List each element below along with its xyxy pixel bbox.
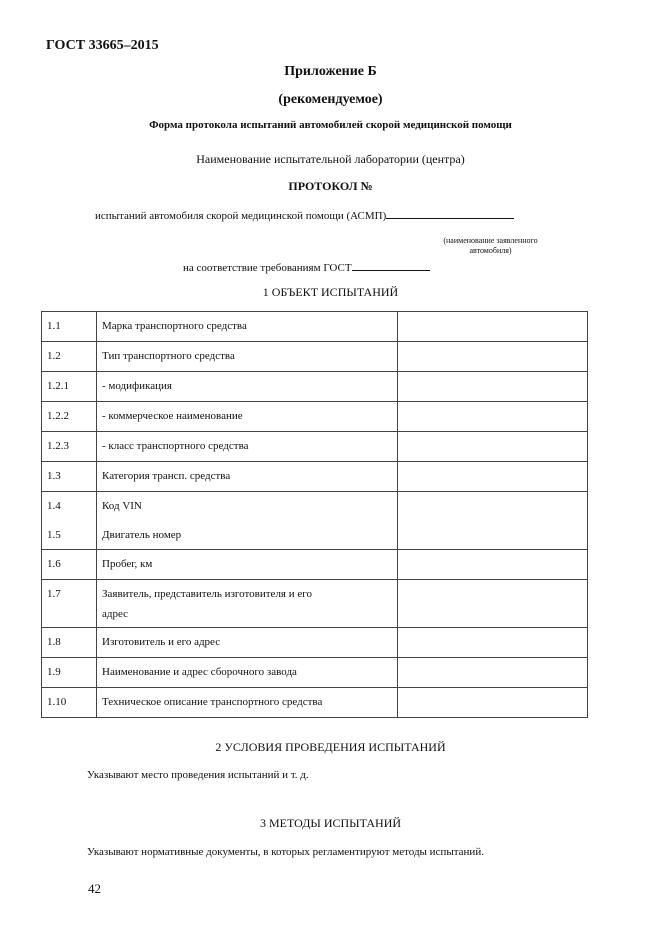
form-title: Форма протокола испытаний автомобилей скорой медицинской помощи (149, 119, 512, 131)
row-label-2: адрес (102, 608, 129, 620)
table-row (42, 492, 588, 550)
row-label: - класс транспортного средства (97, 432, 398, 462)
section3-text: Указывают нормативные документы, в которых регламентируют методы испытаний. (87, 846, 484, 858)
value-cell[interactable] (398, 688, 588, 718)
row-number: 1.8 (42, 628, 97, 658)
hint-line-1: (наименование заявленного (443, 236, 538, 245)
row-label: Наименование и адрес сборочного завода (97, 658, 398, 688)
row-label: - коммерческое наименование (97, 402, 398, 432)
row-number: 1.2.1 (42, 372, 97, 402)
protocol-subject-line (95, 207, 514, 222)
table-row (42, 462, 588, 492)
value-cell[interactable] (398, 658, 588, 688)
table-row (42, 580, 588, 628)
subject-hint (423, 236, 558, 256)
row-label: - модификация (97, 372, 398, 402)
row-label-2: Двигатель номер (102, 529, 182, 541)
value-cell[interactable] (398, 372, 588, 402)
row-number-1: 1.4 (47, 500, 61, 512)
table-row (42, 402, 588, 432)
test-object-table (41, 311, 588, 718)
table-row (42, 312, 588, 342)
row-number: 1.2 (42, 342, 97, 372)
protocol-title: ПРОТОКОЛ № (288, 179, 373, 193)
value-cell[interactable] (398, 550, 588, 580)
value-cell[interactable] (398, 342, 588, 372)
table-row (42, 372, 588, 402)
subject-blank-line (386, 207, 514, 219)
appendix-title: Приложение Б (284, 64, 377, 79)
row-label-1: Заявитель, представитель изготовителя и его (102, 588, 312, 600)
section2-text: Указывают место проведения испытаний и т. д. (87, 769, 309, 781)
row-label: Тип транспортного средства (97, 342, 398, 372)
row-label (97, 492, 398, 550)
value-cell[interactable] (398, 580, 588, 628)
row-label-1: Код VIN (102, 500, 142, 512)
row-number (42, 492, 97, 550)
row-number: 1.6 (42, 550, 97, 580)
section2-title: 2 УСЛОВИЯ ПРОВЕДЕНИЯ ИСПЫТАНИЙ (215, 740, 446, 754)
requirements-text: на соответствие требованиям ГОСТ (183, 262, 352, 274)
table-row (42, 688, 588, 718)
row-number: 1.7 (42, 580, 97, 628)
row-label (97, 580, 398, 628)
value-cell[interactable] (398, 628, 588, 658)
row-number: 1.3 (42, 462, 97, 492)
gost-blank-line (352, 259, 430, 271)
table-row (42, 432, 588, 462)
row-label: Пробег, км (97, 550, 398, 580)
row-number: 1.2.2 (42, 402, 97, 432)
hint-line-2: автомобиля) (469, 246, 512, 255)
row-label: Изготовитель и его адрес (97, 628, 398, 658)
row-number: 1.10 (42, 688, 97, 718)
section1-title: 1 ОБЪЕКТ ИСПЫТАНИЙ (262, 285, 399, 299)
row-label: Марка транспортного средства (97, 312, 398, 342)
lab-name: Наименование испытательной лаборатории (центра) (196, 152, 465, 166)
value-cell[interactable] (398, 402, 588, 432)
row-number: 1.2.3 (42, 432, 97, 462)
table-row (42, 342, 588, 372)
standard-header: ГОСТ 33665–2015 (46, 38, 159, 53)
row-number-2: 1.5 (47, 529, 61, 541)
row-label: Техническое описание транспортного средства (97, 688, 398, 718)
row-number: 1.1 (42, 312, 97, 342)
page-number: 42 (88, 881, 101, 896)
value-cell[interactable] (398, 432, 588, 462)
requirements-line (183, 259, 430, 274)
value-cell[interactable] (398, 462, 588, 492)
row-number: 1.9 (42, 658, 97, 688)
value-cell[interactable] (398, 312, 588, 342)
value-cell[interactable] (398, 492, 588, 550)
table-row (42, 658, 588, 688)
section3-title: 3 МЕТОДЫ ИСПЫТАНИЙ (259, 816, 402, 830)
table-row (42, 628, 588, 658)
table-row (42, 550, 588, 580)
row-label: Категория трансп. средства (97, 462, 398, 492)
protocol-subject: испытаний автомобиля скорой медицинской помощи (АСМП) (95, 210, 387, 222)
appendix-status: (рекомендуемое) (278, 92, 383, 107)
